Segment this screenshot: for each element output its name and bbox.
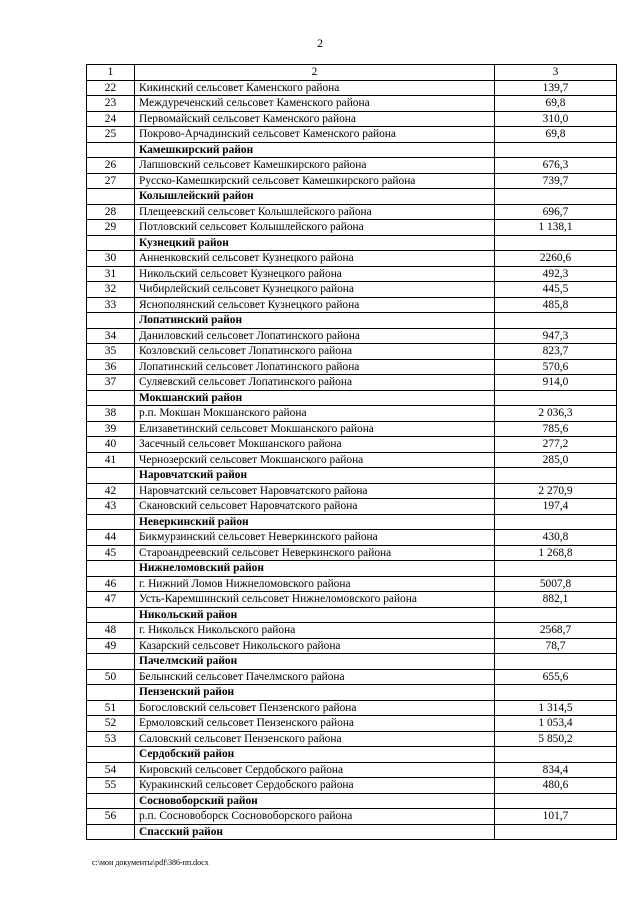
row-number-cell: 46 bbox=[87, 576, 135, 592]
row-number-cell: 42 bbox=[87, 483, 135, 499]
district-name: Никольский район bbox=[135, 607, 495, 623]
settlement-name-cell: Богословский сельсовет Пензенского района bbox=[135, 700, 495, 716]
page-number: 2 bbox=[317, 36, 323, 50]
value-cell: 2260,6 bbox=[495, 251, 617, 267]
district-name: Кузнецкий район bbox=[135, 235, 495, 251]
table-header-row bbox=[87, 65, 617, 81]
row-number-cell bbox=[87, 189, 135, 205]
table-row bbox=[87, 809, 617, 825]
district-row bbox=[87, 654, 617, 670]
table-row bbox=[87, 638, 617, 654]
table-row bbox=[87, 406, 617, 422]
table-row bbox=[87, 700, 617, 716]
settlement-name-cell: Лапшовский сельсовет Камешкирского района bbox=[135, 158, 495, 174]
district-name: Наровчатский район bbox=[135, 468, 495, 484]
settlement-name-cell: Покрово-Арчадинский сельсовет Каменского района bbox=[135, 127, 495, 143]
settlement-name-cell: Плещеевский сельсовет Колышлейского района bbox=[135, 204, 495, 220]
table-row bbox=[87, 80, 617, 96]
table-row bbox=[87, 328, 617, 344]
table-row bbox=[87, 266, 617, 282]
district-row bbox=[87, 390, 617, 406]
value-cell: 480,6 bbox=[495, 778, 617, 794]
row-number-cell: 22 bbox=[87, 80, 135, 96]
row-number-cell: 28 bbox=[87, 204, 135, 220]
row-number-cell: 25 bbox=[87, 127, 135, 143]
district-name: Мокшанский район bbox=[135, 390, 495, 406]
district-row bbox=[87, 313, 617, 329]
value-cell: 947,3 bbox=[495, 328, 617, 344]
value-cell: 914,0 bbox=[495, 375, 617, 391]
table-row bbox=[87, 592, 617, 608]
table-row bbox=[87, 731, 617, 747]
district-name: Камешкирский район bbox=[135, 142, 495, 158]
value-cell bbox=[495, 685, 617, 701]
row-number-cell bbox=[87, 514, 135, 530]
row-number-cell: 35 bbox=[87, 344, 135, 360]
row-number-cell: 32 bbox=[87, 282, 135, 298]
district-name: Лопатинский район bbox=[135, 313, 495, 329]
value-cell: 139,7 bbox=[495, 80, 617, 96]
settlement-name-cell: Засечный сельсовет Мокшанского района bbox=[135, 437, 495, 453]
settlement-name-cell: Первомайский сельсовет Каменского района bbox=[135, 111, 495, 127]
column-header-value: 3 bbox=[495, 65, 617, 81]
district-row bbox=[87, 747, 617, 763]
value-cell bbox=[495, 189, 617, 205]
settlement-name-cell: Лопатинский сельсовет Лопатинского района bbox=[135, 359, 495, 375]
settlement-name-cell: Наровчатский сельсовет Наровчатского района bbox=[135, 483, 495, 499]
table-row bbox=[87, 375, 617, 391]
table-row bbox=[87, 437, 617, 453]
settlement-name-cell: г. Нижний Ломов Нижнеломовского района bbox=[135, 576, 495, 592]
settlement-name-cell: Суляевский сельсовет Лопатинского района bbox=[135, 375, 495, 391]
value-cell: 485,8 bbox=[495, 297, 617, 313]
row-number-cell: 54 bbox=[87, 762, 135, 778]
value-cell: 834,4 bbox=[495, 762, 617, 778]
table-row bbox=[87, 204, 617, 220]
settlement-name-cell: Бикмурзинский сельсовет Неверкинского района bbox=[135, 530, 495, 546]
row-number-cell: 30 bbox=[87, 251, 135, 267]
row-number-cell: 24 bbox=[87, 111, 135, 127]
settlement-name-cell: Кикинский сельсовет Каменского района bbox=[135, 80, 495, 96]
row-number-cell: 31 bbox=[87, 266, 135, 282]
value-cell: 445,5 bbox=[495, 282, 617, 298]
row-number-cell: 50 bbox=[87, 669, 135, 685]
row-number-cell: 38 bbox=[87, 406, 135, 422]
table-row bbox=[87, 576, 617, 592]
table-row bbox=[87, 282, 617, 298]
row-number-cell bbox=[87, 468, 135, 484]
settlement-name-cell: Потловский сельсовет Колышлейского района bbox=[135, 220, 495, 236]
row-number-cell: 47 bbox=[87, 592, 135, 608]
row-number-cell: 27 bbox=[87, 173, 135, 189]
district-name: Нижнеломовский район bbox=[135, 561, 495, 577]
row-number-cell: 23 bbox=[87, 96, 135, 112]
table-row bbox=[87, 499, 617, 515]
column-header-number: 1 bbox=[87, 65, 135, 81]
table-row bbox=[87, 669, 617, 685]
district-row bbox=[87, 189, 617, 205]
table-row bbox=[87, 127, 617, 143]
value-cell bbox=[495, 824, 617, 840]
row-number-cell: 41 bbox=[87, 452, 135, 468]
value-cell bbox=[495, 235, 617, 251]
district-row bbox=[87, 142, 617, 158]
settlement-name-cell: Скановский сельсовет Наровчатского района bbox=[135, 499, 495, 515]
table-row bbox=[87, 623, 617, 639]
table-row bbox=[87, 173, 617, 189]
settlement-name-cell: Кировский сельсовет Сердобского района bbox=[135, 762, 495, 778]
value-cell: 5 850,2 bbox=[495, 731, 617, 747]
table-row bbox=[87, 96, 617, 112]
table-row bbox=[87, 344, 617, 360]
row-number-cell: 34 bbox=[87, 328, 135, 344]
value-cell: 69,8 bbox=[495, 127, 617, 143]
value-cell: 2 270,9 bbox=[495, 483, 617, 499]
value-cell: 197,4 bbox=[495, 499, 617, 515]
value-cell: 5007,8 bbox=[495, 576, 617, 592]
table-row bbox=[87, 158, 617, 174]
value-cell bbox=[495, 468, 617, 484]
district-name: Сердобский район bbox=[135, 747, 495, 763]
row-number-cell bbox=[87, 313, 135, 329]
district-name: Пачелмский район bbox=[135, 654, 495, 670]
table-row bbox=[87, 483, 617, 499]
row-number-cell: 43 bbox=[87, 499, 135, 515]
row-number-cell bbox=[87, 235, 135, 251]
row-number-cell: 37 bbox=[87, 375, 135, 391]
value-cell bbox=[495, 142, 617, 158]
value-cell: 823,7 bbox=[495, 344, 617, 360]
value-cell bbox=[495, 390, 617, 406]
row-number-cell: 44 bbox=[87, 530, 135, 546]
row-number-cell bbox=[87, 654, 135, 670]
table-body bbox=[87, 65, 617, 840]
value-cell bbox=[495, 607, 617, 623]
row-number-cell bbox=[87, 142, 135, 158]
row-number-cell: 40 bbox=[87, 437, 135, 453]
row-number-cell: 55 bbox=[87, 778, 135, 794]
settlement-name-cell: Староандреевский сельсовет Неверкинского района bbox=[135, 545, 495, 561]
settlement-name-cell: Казарский сельсовет Никольского района bbox=[135, 638, 495, 654]
value-cell: 285,0 bbox=[495, 452, 617, 468]
value-cell bbox=[495, 514, 617, 530]
value-cell: 2 036,3 bbox=[495, 406, 617, 422]
value-cell: 655,6 bbox=[495, 669, 617, 685]
file-path-footer: c:\мои документы\pdf\386-пп.docx bbox=[92, 858, 209, 867]
settlement-name-cell: Никольский сельсовет Кузнецкого района bbox=[135, 266, 495, 282]
value-cell: 78,7 bbox=[495, 638, 617, 654]
row-number-cell: 39 bbox=[87, 421, 135, 437]
table-row bbox=[87, 778, 617, 794]
value-cell: 882,1 bbox=[495, 592, 617, 608]
settlement-name-cell: Козловский сельсовет Лопатинского района bbox=[135, 344, 495, 360]
value-cell: 1 138,1 bbox=[495, 220, 617, 236]
row-number-cell: 53 bbox=[87, 731, 135, 747]
value-cell bbox=[495, 313, 617, 329]
value-cell: 1 268,8 bbox=[495, 545, 617, 561]
value-cell: 739,7 bbox=[495, 173, 617, 189]
settlement-name-cell: Русско-Камешкирский сельсовет Камешкирского района bbox=[135, 173, 495, 189]
settlement-name-cell: Саловский сельсовет Пензенского района bbox=[135, 731, 495, 747]
district-row bbox=[87, 793, 617, 809]
value-cell: 1 053,4 bbox=[495, 716, 617, 732]
table-row bbox=[87, 359, 617, 375]
value-cell: 570,6 bbox=[495, 359, 617, 375]
table-row bbox=[87, 251, 617, 267]
row-number-cell: 52 bbox=[87, 716, 135, 732]
row-number-cell: 29 bbox=[87, 220, 135, 236]
value-cell: 785,6 bbox=[495, 421, 617, 437]
row-number-cell: 56 bbox=[87, 809, 135, 825]
value-cell bbox=[495, 793, 617, 809]
value-cell: 310,0 bbox=[495, 111, 617, 127]
table-row bbox=[87, 220, 617, 236]
district-name: Пензенский район bbox=[135, 685, 495, 701]
district-row bbox=[87, 514, 617, 530]
value-cell bbox=[495, 747, 617, 763]
settlement-name-cell: Даниловский сельсовет Лопатинского района bbox=[135, 328, 495, 344]
row-number-cell bbox=[87, 793, 135, 809]
row-number-cell: 33 bbox=[87, 297, 135, 313]
district-row bbox=[87, 468, 617, 484]
district-row bbox=[87, 824, 617, 840]
row-number-cell: 48 bbox=[87, 623, 135, 639]
value-cell: 69,8 bbox=[495, 96, 617, 112]
column-header-name: 2 bbox=[135, 65, 495, 81]
district-name: Сосновоборский район bbox=[135, 793, 495, 809]
row-number-cell bbox=[87, 607, 135, 623]
value-cell bbox=[495, 561, 617, 577]
settlement-name-cell: Анненковский сельсовет Кузнецкого района bbox=[135, 251, 495, 267]
district-row bbox=[87, 607, 617, 623]
row-number-cell bbox=[87, 390, 135, 406]
value-cell bbox=[495, 654, 617, 670]
value-cell: 430,8 bbox=[495, 530, 617, 546]
settlement-name-cell: Усть-Каремшинский сельсовет Нижнеломовского района bbox=[135, 592, 495, 608]
settlement-name-cell: р.п. Мокшан Мокшанского района bbox=[135, 406, 495, 422]
value-cell: 1 314,5 bbox=[495, 700, 617, 716]
budget-table bbox=[86, 64, 617, 840]
district-name: Спасский район bbox=[135, 824, 495, 840]
district-name: Колышлейский район bbox=[135, 189, 495, 205]
district-row bbox=[87, 685, 617, 701]
row-number-cell bbox=[87, 824, 135, 840]
settlement-name-cell: Междуреченский сельсовет Каменского района bbox=[135, 96, 495, 112]
row-number-cell bbox=[87, 747, 135, 763]
value-cell: 2568,7 bbox=[495, 623, 617, 639]
value-cell: 101,7 bbox=[495, 809, 617, 825]
settlement-name-cell: Ермоловский сельсовет Пензенского района bbox=[135, 716, 495, 732]
district-name: Неверкинский район bbox=[135, 514, 495, 530]
settlement-name-cell: Куракинский сельсовет Сердобского района bbox=[135, 778, 495, 794]
district-row bbox=[87, 561, 617, 577]
table-row bbox=[87, 297, 617, 313]
table-row bbox=[87, 111, 617, 127]
row-number-cell: 51 bbox=[87, 700, 135, 716]
row-number-cell: 49 bbox=[87, 638, 135, 654]
value-cell: 277,2 bbox=[495, 437, 617, 453]
table-row bbox=[87, 452, 617, 468]
district-row bbox=[87, 235, 617, 251]
row-number-cell: 36 bbox=[87, 359, 135, 375]
table-row bbox=[87, 716, 617, 732]
settlement-name-cell: р.п. Сосновоборск Сосновоборского района bbox=[135, 809, 495, 825]
row-number-cell: 26 bbox=[87, 158, 135, 174]
table-row bbox=[87, 530, 617, 546]
value-cell: 492,3 bbox=[495, 266, 617, 282]
settlement-name-cell: Елизаветинский сельсовет Мокшанского района bbox=[135, 421, 495, 437]
settlement-name-cell: Чернозерский сельсовет Мокшанского района bbox=[135, 452, 495, 468]
value-cell: 696,7 bbox=[495, 204, 617, 220]
table-row bbox=[87, 421, 617, 437]
row-number-cell bbox=[87, 685, 135, 701]
table-row bbox=[87, 545, 617, 561]
row-number-cell: 45 bbox=[87, 545, 135, 561]
value-cell: 676,3 bbox=[495, 158, 617, 174]
settlement-name-cell: Белынский сельсовет Пачелмского района bbox=[135, 669, 495, 685]
table-row bbox=[87, 762, 617, 778]
settlement-name-cell: Чибирлейский сельсовет Кузнецкого района bbox=[135, 282, 495, 298]
settlement-name-cell: г. Никольск Никольского района bbox=[135, 623, 495, 639]
row-number-cell bbox=[87, 561, 135, 577]
settlement-name-cell: Яснополянский сельсовет Кузнецкого района bbox=[135, 297, 495, 313]
